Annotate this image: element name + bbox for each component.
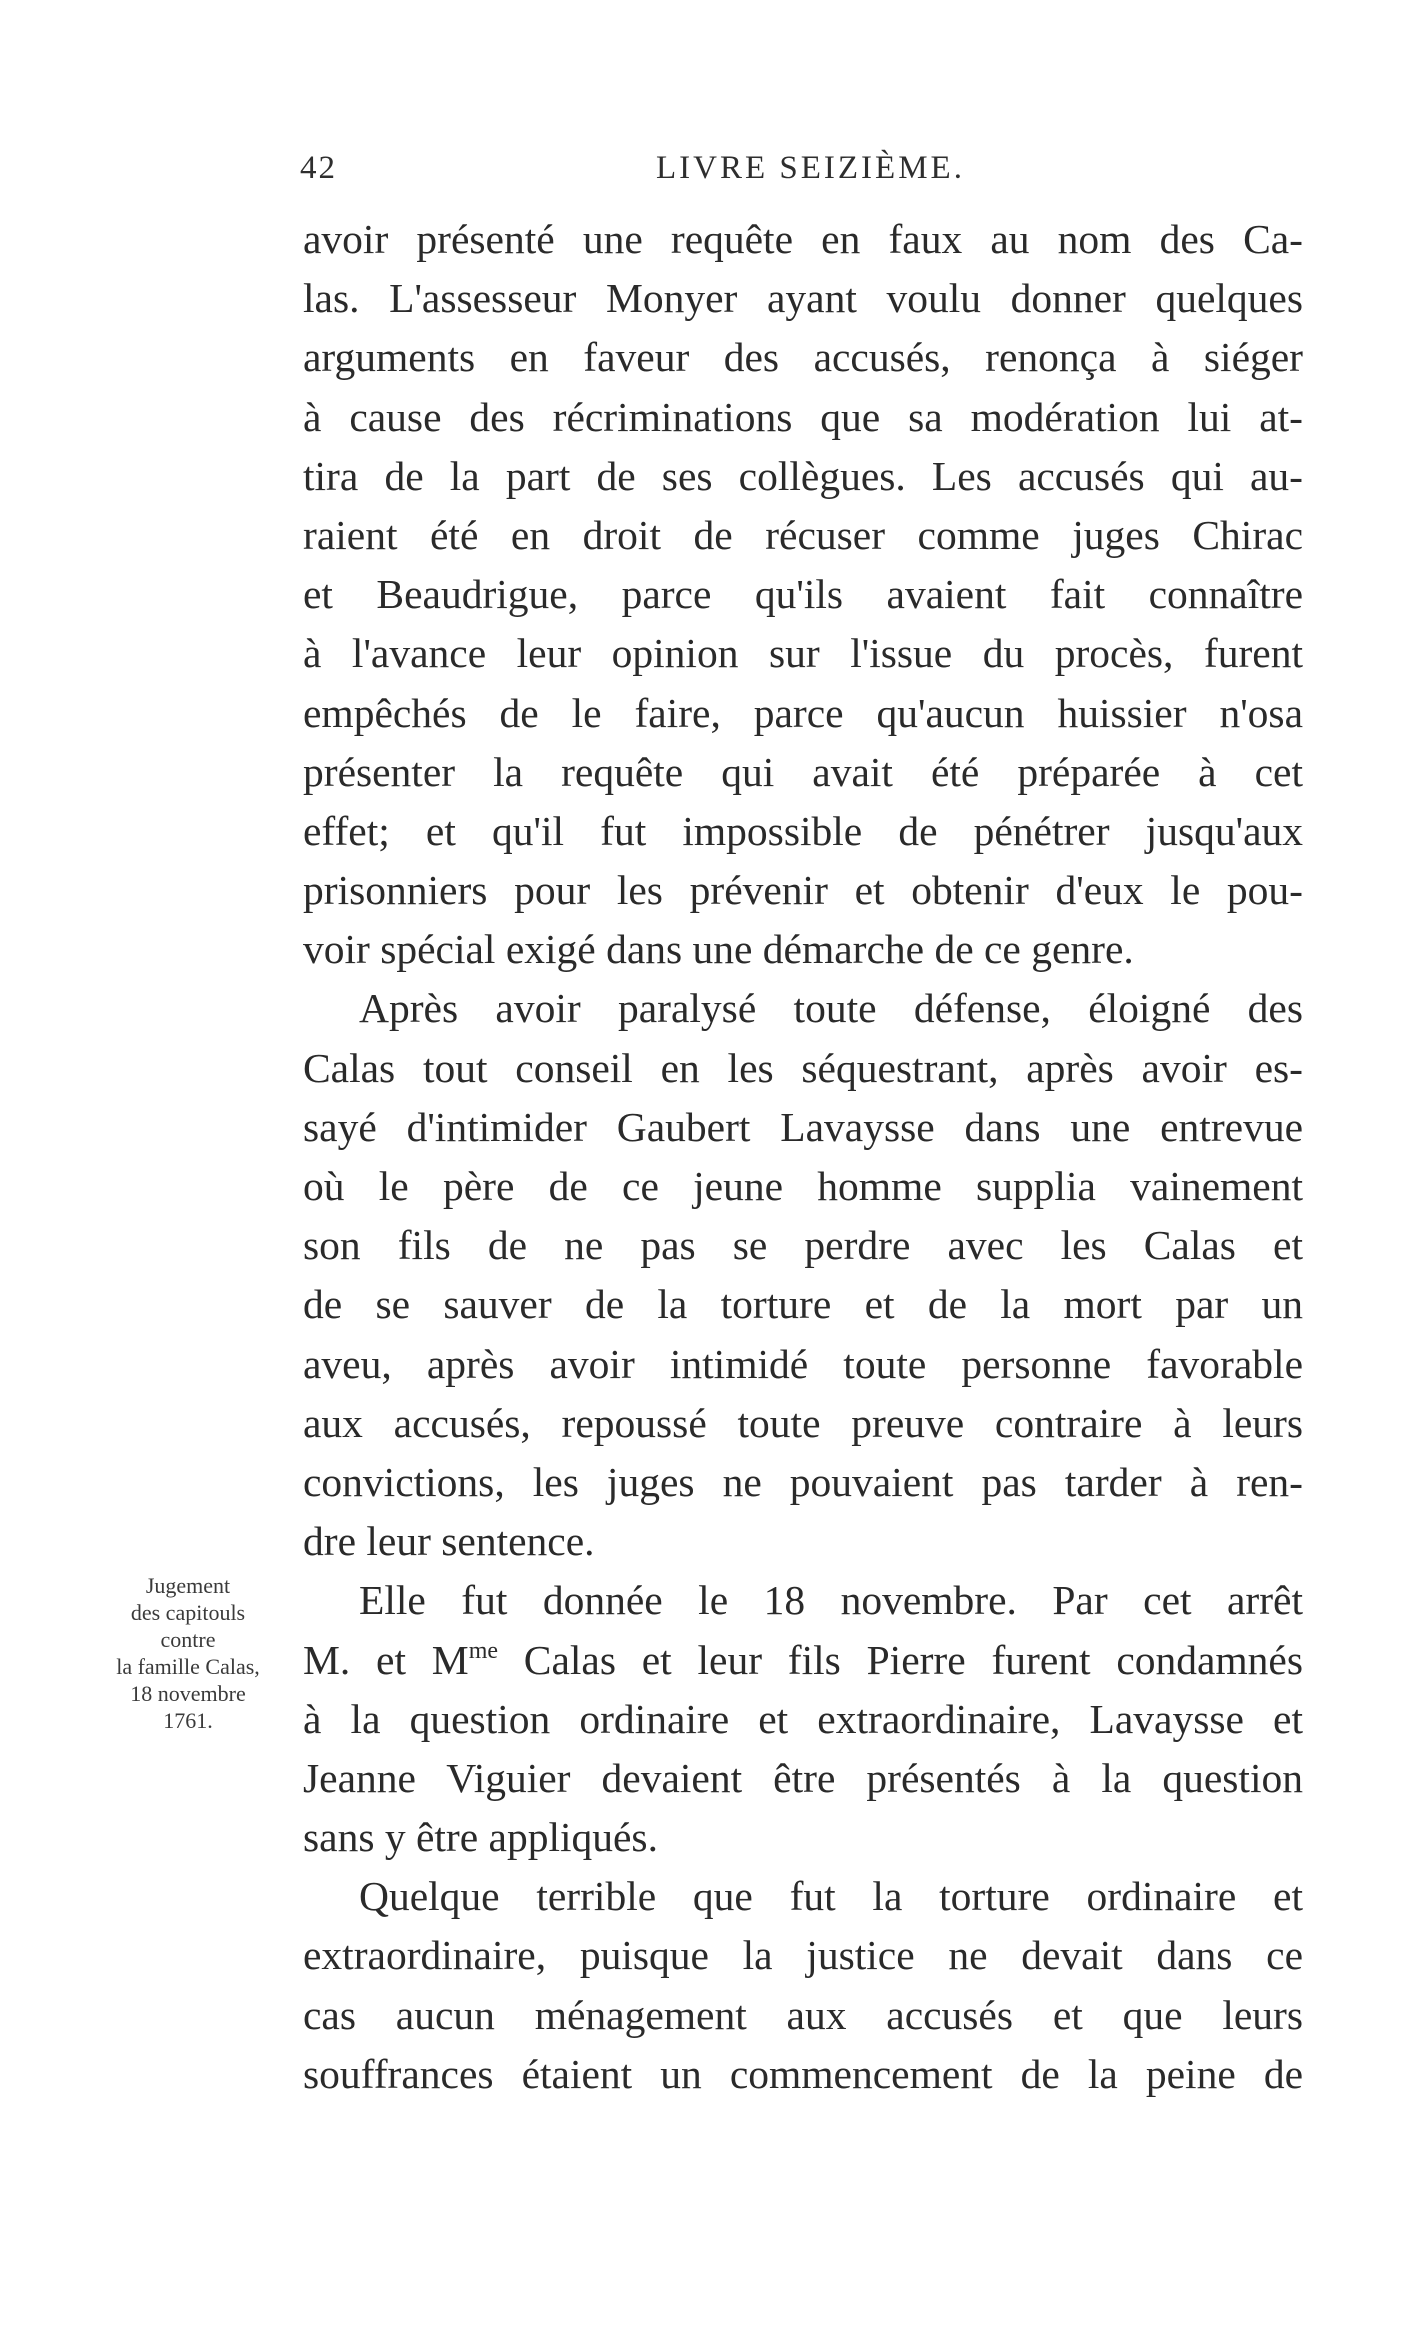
text-line: où le père de ce jeune homme supplia vainement: [303, 1163, 1303, 1209]
text-line: Calas tout conseil en les séquestrant, après avoir es-: [303, 1044, 1303, 1091]
body-text: [303, 210, 1303, 2104]
text-line: Après avoir paralysé toute défense, éloigné des: [359, 985, 1303, 1032]
paragraph-3: [303, 1571, 1303, 1867]
text-line: aveu, après avoir intimidé toute personne favorable: [303, 1340, 1303, 1387]
superscript: me: [468, 1637, 499, 1664]
text-line: souffrances étaient un commencement de la peine de: [303, 2050, 1303, 2097]
text-line: Quelque terrible que fut la torture ordinaire et: [359, 1873, 1303, 1920]
text-line: cas aucun ménagement aux accusés et que leurs: [303, 1991, 1303, 2038]
text-line: dre leur sentence.: [303, 1518, 595, 1565]
running-title: LIVRE SEIZIÈME.: [656, 150, 965, 186]
paragraph-2: [303, 979, 1303, 1571]
text-line: à la question ordinaire et extraordinaire, Lavaysse et: [303, 1695, 1303, 1742]
margin-note-line: des capitouls: [130, 1600, 246, 1625]
text-line: effet; et qu'il fut impossible de pénétrer jusqu'aux: [303, 807, 1303, 854]
paragraph-1: [303, 210, 1303, 979]
paragraph-4: [303, 1867, 1303, 2104]
margin-note: [88, 1572, 288, 1734]
text-fragment: M. et M: [303, 1636, 469, 1683]
text-line: avoir présenté une requête en faux au nom des Ca-: [303, 216, 1303, 262]
text-line: sans y être appliqués.: [303, 1814, 658, 1861]
margin-note-line: 1761.: [163, 1708, 213, 1733]
margin-note-line: contre: [160, 1627, 216, 1652]
text-line: voir spécial exigé dans une démarche de ce genre.: [303, 926, 1134, 973]
text-line: empêchés de le faire, parce qu'aucun huissier n'osa: [303, 689, 1303, 736]
text-line: à l'avance leur opinion sur l'issue du procès, furent: [303, 630, 1303, 677]
text-line: de se sauver de la torture et de la mort par un: [303, 1281, 1303, 1328]
margin-note-line: Jugement: [145, 1573, 231, 1598]
text-line: extraordinaire, puisque la justice ne devait dans ce: [303, 1932, 1303, 1979]
text-line: las. L'assesseur Monyer ayant voulu donner quelques: [303, 275, 1303, 322]
text-line: présenter la requête qui avait été préparée à cet: [303, 748, 1303, 795]
text-line: Jeanne Viguier devaient être présentés à la question: [303, 1754, 1303, 1801]
text-line: à cause des récriminations que sa modération lui at-: [303, 393, 1303, 440]
text-line: prisonniers pour les prévenir et obtenir d'eux le pou-: [303, 867, 1303, 914]
text-line: convictions, les juges ne pouvaient pas tarder à ren-: [303, 1458, 1303, 1505]
text-line: son fils de ne pas se perdre avec les Calas et: [303, 1222, 1303, 1269]
text-line: sayé d'intimider Gaubert Lavaysse dans une entrevue: [303, 1103, 1303, 1150]
text-line: arguments en faveur des accusés, renonça à siéger: [303, 334, 1303, 381]
text-fragment: Calas et leur fils Pierre furent condamnés: [498, 1636, 1304, 1683]
page-header: [300, 150, 1310, 198]
text-line: Elle fut donnée le 18 novembre. Par cet arrêt: [359, 1577, 1303, 1624]
text-line: et Beaudrigue, parce qu'ils avaient fait connaître: [303, 571, 1303, 618]
text-line: aux accusés, repoussé toute preuve contraire à leurs: [303, 1399, 1303, 1446]
margin-note-line: 18 novembre: [130, 1681, 246, 1706]
text-line: raient été en droit de récuser comme juges Chirac: [303, 511, 1303, 558]
page-number: 42: [300, 150, 337, 186]
text-line-with-superscript: [303, 1631, 1303, 1690]
text-line: tira de la part de ses collègues. Les accusés qui au-: [303, 452, 1303, 499]
margin-note-line: la famille Calas,: [116, 1654, 260, 1679]
